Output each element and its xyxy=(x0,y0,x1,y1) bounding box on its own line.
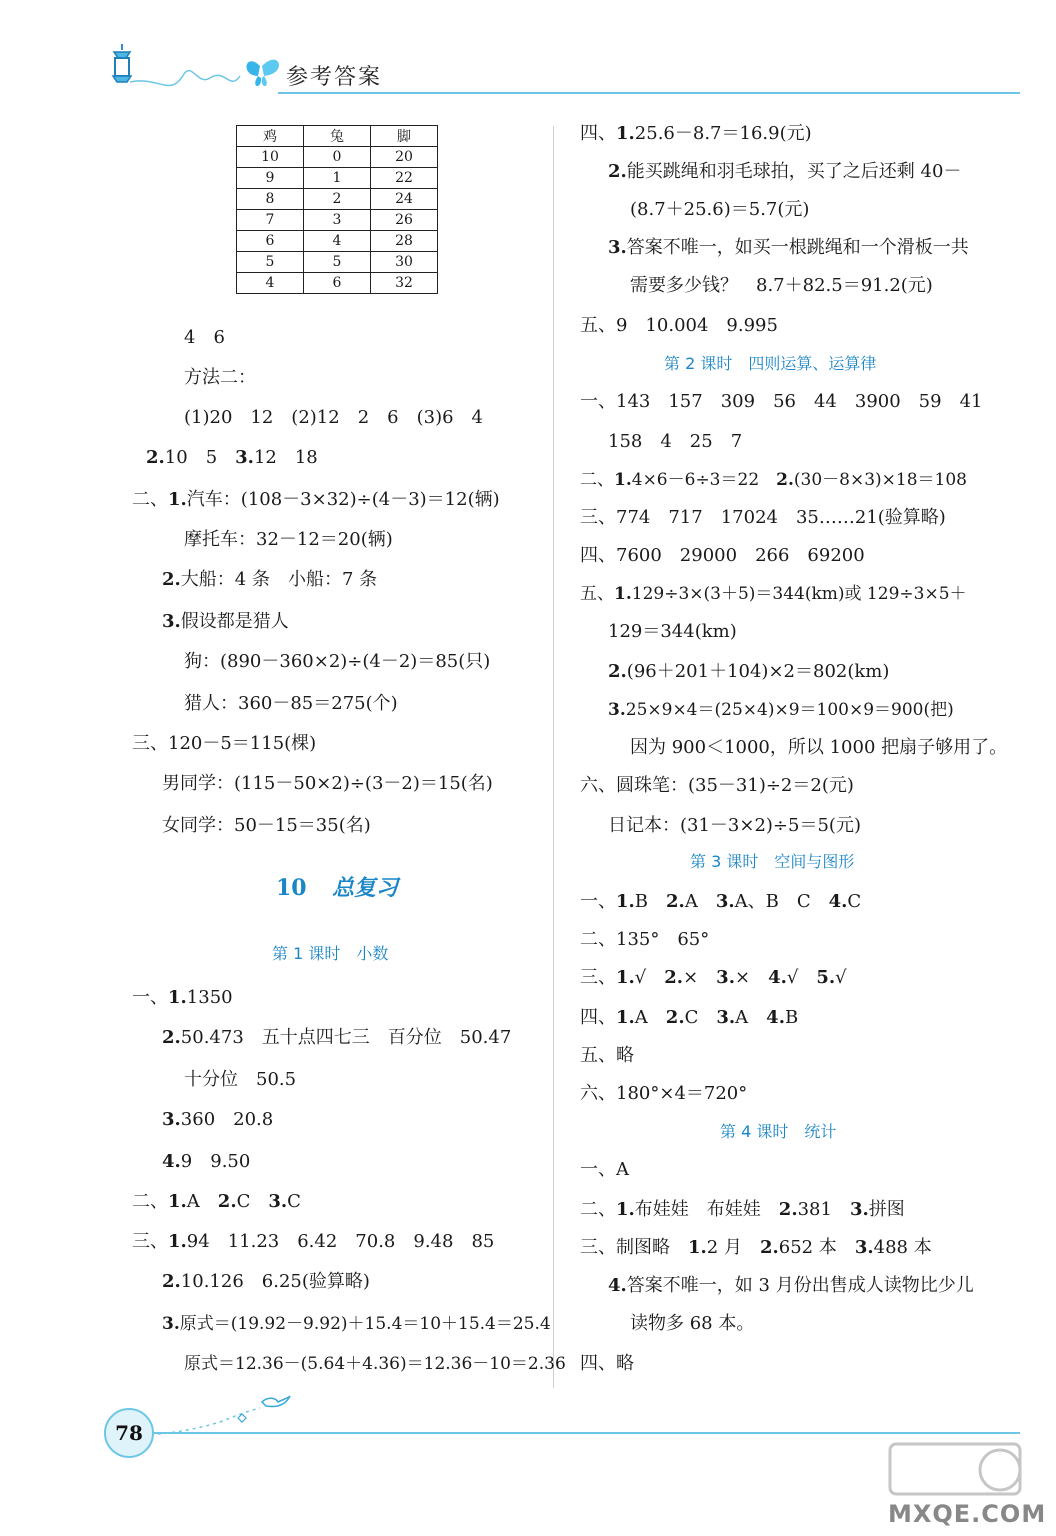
answer-text: 50.473 五十点四七三 百分位 50.47 xyxy=(180,1027,512,1048)
table-cell: 5 xyxy=(304,252,371,273)
answer-text: 2 月 xyxy=(706,1237,760,1258)
table-cell: 30 xyxy=(371,252,438,273)
answer-line xyxy=(162,1312,551,1336)
page-header xyxy=(0,0,1056,100)
answer-line: 五、略 xyxy=(580,1045,634,1066)
answer-text: C xyxy=(287,1191,301,1212)
item-number: 2. xyxy=(664,967,684,988)
section-heading: 第 2 课时 四则运算、运算律 xyxy=(664,354,877,373)
header-title: 参考答案 xyxy=(286,65,383,90)
section-number: 二、 xyxy=(580,470,614,490)
answer-text: 原式＝(19.92－9.92)＋15.4＝10＋15.4＝25.4 xyxy=(179,1314,551,1334)
answer-line xyxy=(580,890,861,914)
answer-line: 十分位 50.5 xyxy=(184,1069,297,1090)
section-number: 四、 xyxy=(580,123,616,144)
answer-text: 94 11.23 6.42 70.8 9.48 85 xyxy=(186,1231,495,1252)
answer-text: 381 xyxy=(797,1199,850,1220)
item-number: 2. xyxy=(146,447,165,468)
table-cell: 22 xyxy=(371,168,438,189)
answer-text: C xyxy=(847,891,862,912)
answer-text: 1350 xyxy=(186,987,233,1008)
answer-text: √ xyxy=(835,967,847,988)
item-number: 1. xyxy=(614,470,632,490)
answer-line xyxy=(162,1026,511,1050)
answer-line: 女同学：50－15＝35(名) xyxy=(162,815,371,836)
table-cell: 2 xyxy=(304,189,371,210)
chapter-number: 10 xyxy=(276,875,307,901)
table-cell: 4 xyxy=(304,231,371,252)
table-row xyxy=(237,147,438,168)
answer-text: √ xyxy=(634,967,665,988)
section-heading: 第 1 课时 小数 xyxy=(272,944,389,963)
answer-line: 129＝344(km) xyxy=(608,621,737,642)
answer-line: 158 4 25 7 xyxy=(608,431,743,452)
table-header-row xyxy=(237,126,438,147)
answer-line: 读物多 68 本。 xyxy=(630,1313,755,1334)
item-number: 1. xyxy=(688,1237,707,1258)
answer-line xyxy=(580,468,967,492)
answer-text: A、B C xyxy=(734,891,829,912)
answer-line xyxy=(580,966,847,990)
table-cell: 6 xyxy=(237,231,304,252)
answer-text: 答案不唯一，如买一根跳绳和一个滑板一共 xyxy=(626,237,969,258)
section-number: 三、 xyxy=(132,1231,168,1252)
item-number: 1. xyxy=(616,123,635,144)
answer-line: 摩托车：32－12＝20(辆) xyxy=(184,529,393,550)
table-row xyxy=(237,189,438,210)
answer-text: 652 本 xyxy=(778,1237,855,1258)
answer-line xyxy=(146,446,318,470)
item-number: 4. xyxy=(608,1275,627,1296)
item-number: 5. xyxy=(816,967,836,988)
answer-line xyxy=(162,1270,370,1294)
answer-text: 布娃娃 布娃娃 xyxy=(634,1199,779,1220)
answer-line: 三、774 717 17024 35……21(验算略) xyxy=(580,507,946,528)
butterfly-icon xyxy=(246,60,278,86)
item-number: 3. xyxy=(608,237,627,258)
answer-text: 10.126 6.25(验算略) xyxy=(180,1271,370,1292)
section-number: 二、 xyxy=(132,489,168,510)
answer-line xyxy=(580,1006,798,1030)
answer-line: 男同学：(115－50×2)÷(3－2)＝15(名) xyxy=(162,773,493,794)
item-number: 1. xyxy=(616,1199,635,1220)
table-cell: 1 xyxy=(304,168,371,189)
item-number: 3. xyxy=(162,611,181,632)
answer-text: (30－8×3)×18＝108 xyxy=(793,470,967,490)
answer-line xyxy=(580,1236,932,1260)
item-number: 3. xyxy=(716,967,735,988)
answer-line: 三、120－5＝115(棵) xyxy=(132,733,317,754)
item-number: 3. xyxy=(268,1191,288,1212)
item-number: 2. xyxy=(162,1027,181,1048)
item-number: 2. xyxy=(759,1237,779,1258)
item-number: 1. xyxy=(168,1191,187,1212)
answer-line: 四、略 xyxy=(580,1353,634,1374)
table-cell: 7 xyxy=(237,210,304,231)
section-number: 五、 xyxy=(580,584,614,604)
answer-text: A xyxy=(186,1191,218,1212)
item-number: 2. xyxy=(162,569,181,590)
answer-line xyxy=(608,698,954,722)
table-cell: 9 xyxy=(237,168,304,189)
answer-line: 需要多少钱？ 8.7＋82.5＝91.2(元) xyxy=(630,275,933,296)
section-heading: 第 4 课时 统计 xyxy=(720,1122,837,1141)
item-number: 2. xyxy=(778,1199,798,1220)
table-header-cell: 兔 xyxy=(304,126,371,147)
answer-text: B xyxy=(784,1007,799,1028)
answer-text: 假设都是猎人 xyxy=(180,611,289,632)
table-cell: 6 xyxy=(304,273,371,294)
answer-text: 10 5 xyxy=(164,447,236,468)
answer-text: 9 9.50 xyxy=(180,1151,251,1172)
answer-line: 4 6 xyxy=(184,327,225,348)
item-number: 3. xyxy=(162,1314,180,1334)
section-number: 一、 xyxy=(580,891,616,912)
answer-line xyxy=(132,1190,301,1214)
answer-line xyxy=(132,986,233,1010)
item-number: 1. xyxy=(168,987,187,1008)
answer-text: 4×6－6÷3＝22 xyxy=(631,470,777,490)
answer-line: 五、9 10.004 9.995 xyxy=(580,315,778,336)
table-row xyxy=(237,210,438,231)
table-cell: 24 xyxy=(371,189,438,210)
answer-text: √ xyxy=(786,967,817,988)
answer-line xyxy=(132,488,500,512)
table-row xyxy=(237,231,438,252)
table-row xyxy=(237,273,438,294)
item-number: 2. xyxy=(162,1271,181,1292)
item-number: 1. xyxy=(616,1007,635,1028)
answer-text: × xyxy=(734,967,769,988)
answer-line xyxy=(580,582,967,606)
table-cell: 5 xyxy=(237,252,304,273)
section-number: 一、 xyxy=(132,987,168,1008)
table-cell: 3 xyxy=(304,210,371,231)
section-heading: 第 3 课时 空间与图形 xyxy=(690,852,855,871)
answer-text: 25×9×4＝(25×4)×9＝100×9＝900(把) xyxy=(625,700,954,720)
lantern-icon xyxy=(113,44,131,82)
item-number: 4. xyxy=(766,1007,785,1028)
item-number: 1. xyxy=(616,967,635,988)
column-divider xyxy=(553,126,554,1388)
answer-line: 六、180°×4＝720° xyxy=(580,1083,748,1104)
answer-line: 狗：(890－360×2)÷(4－2)＝85(只) xyxy=(184,651,491,672)
item-number: 4. xyxy=(162,1151,181,1172)
answer-line xyxy=(162,568,377,592)
item-number: 2. xyxy=(608,661,627,682)
answer-line xyxy=(132,1230,494,1254)
answer-line xyxy=(608,1274,974,1298)
section-number: 三、 xyxy=(580,967,616,988)
answer-text: B xyxy=(634,891,667,912)
watermark-text: MXQE.COM xyxy=(888,1500,1047,1528)
item-number: 2. xyxy=(217,1191,237,1212)
table-cell: 26 xyxy=(371,210,438,231)
item-number: 3. xyxy=(716,1007,736,1028)
item-number: 3. xyxy=(608,700,626,720)
section-number: 三、制图略 xyxy=(580,1237,688,1258)
answer-line xyxy=(162,610,289,634)
answer-line: 二、135° 65° xyxy=(580,929,710,950)
item-number: 3. xyxy=(854,1237,874,1258)
answer-line xyxy=(580,1198,905,1222)
item-number: 1. xyxy=(168,1231,187,1252)
table-cell: 0 xyxy=(304,147,371,168)
table-cell: 10 xyxy=(237,147,304,168)
item-number: 4. xyxy=(828,891,848,912)
answer-line xyxy=(608,660,889,684)
answer-text: 拼图 xyxy=(868,1199,905,1220)
table-cell: 8 xyxy=(237,189,304,210)
answer-line xyxy=(162,1108,273,1132)
answer-text: 能买跳绳和羽毛球拍，买了之后还剩 40－ xyxy=(626,161,962,182)
answer-text: C xyxy=(236,1191,269,1212)
table-cell: 4 xyxy=(237,273,304,294)
answer-text: (96＋201＋104)×2＝802(km) xyxy=(626,661,890,682)
answer-line: (1)20 12 (2)12 2 6 (3)6 4 xyxy=(184,407,484,428)
table-row xyxy=(237,252,438,273)
section-number: 二、 xyxy=(580,1199,616,1220)
item-number: 3. xyxy=(849,1199,869,1220)
answer-text: 大船：4 条 小船：7 条 xyxy=(180,569,378,590)
answer-text: A xyxy=(634,1007,666,1028)
answer-line: (8.7＋25.6)＝5.7(元) xyxy=(630,199,810,220)
table-row xyxy=(237,168,438,189)
table-header-cell: 鸡 xyxy=(237,126,304,147)
answer-line: 四、7600 29000 266 69200 xyxy=(580,545,865,566)
dotted-bird-decoration xyxy=(150,1392,300,1442)
answer-text: A xyxy=(735,1007,767,1028)
item-number: 1. xyxy=(168,489,187,510)
table-cell: 20 xyxy=(371,147,438,168)
item-number: 3. xyxy=(235,447,254,468)
table-header-cell: 脚 xyxy=(371,126,438,147)
item-number: 3. xyxy=(162,1109,181,1130)
answer-line: 日记本：(31－3×2)÷5＝5(元) xyxy=(608,815,861,836)
section-number: 二、 xyxy=(132,1191,168,1212)
bird-icon xyxy=(262,1396,290,1407)
answer-line: 原式＝12.36－(5.64＋4.36)＝12.36－10＝2.36 xyxy=(184,1354,566,1374)
answer-text: 488 本 xyxy=(873,1237,932,1258)
page-number: 78 xyxy=(104,1408,154,1458)
answer-line: 一、A xyxy=(580,1159,629,1180)
answer-line: 猎人：360－85＝275(个) xyxy=(184,693,398,714)
answer-text: A xyxy=(684,891,716,912)
header-rule xyxy=(278,92,1020,94)
answer-text: 360 20.8 xyxy=(180,1109,274,1130)
item-number: 2. xyxy=(665,1007,685,1028)
answer-line xyxy=(162,1150,250,1174)
answer-line xyxy=(608,236,969,260)
item-number: 1. xyxy=(614,584,632,604)
item-number: 2. xyxy=(666,891,685,912)
answer-line: 方法二： xyxy=(184,367,256,388)
item-number: 2. xyxy=(608,161,627,182)
answer-line: 一、143 157 309 56 44 3900 59 41 xyxy=(580,391,983,412)
table-cell: 32 xyxy=(371,273,438,294)
answer-text: 汽车：(108－3×32)÷(4－3)＝12(辆) xyxy=(186,489,500,510)
answer-line: 六、圆珠笔：(35－31)÷2＝2(元) xyxy=(580,775,854,796)
chicken-rabbit-table xyxy=(236,125,438,294)
heart-icon xyxy=(238,1414,246,1422)
answer-text: 12 18 xyxy=(253,447,318,468)
answer-line: 因为 900＜1000，所以 1000 把扇子够用了。 xyxy=(630,737,1008,758)
item-number: 3. xyxy=(715,891,735,912)
item-number: 2. xyxy=(776,470,794,490)
item-number: 4. xyxy=(768,967,787,988)
answer-text: 答案不唯一，如 3 月份出售成人读物比少儿 xyxy=(626,1275,974,1296)
answer-line xyxy=(580,122,812,146)
answer-text: 129÷3×(3＋5)＝344(km)或 129÷3×5＋ xyxy=(631,584,967,604)
answer-line xyxy=(608,160,961,184)
answer-text: × xyxy=(683,967,717,988)
chapter-title: 总复习 xyxy=(332,875,399,901)
table-cell: 28 xyxy=(371,231,438,252)
answer-text: 25.6－8.7＝16.9(元) xyxy=(634,123,812,144)
item-number: 1. xyxy=(616,891,635,912)
section-number: 四、 xyxy=(580,1007,616,1028)
answer-text: C xyxy=(684,1007,717,1028)
